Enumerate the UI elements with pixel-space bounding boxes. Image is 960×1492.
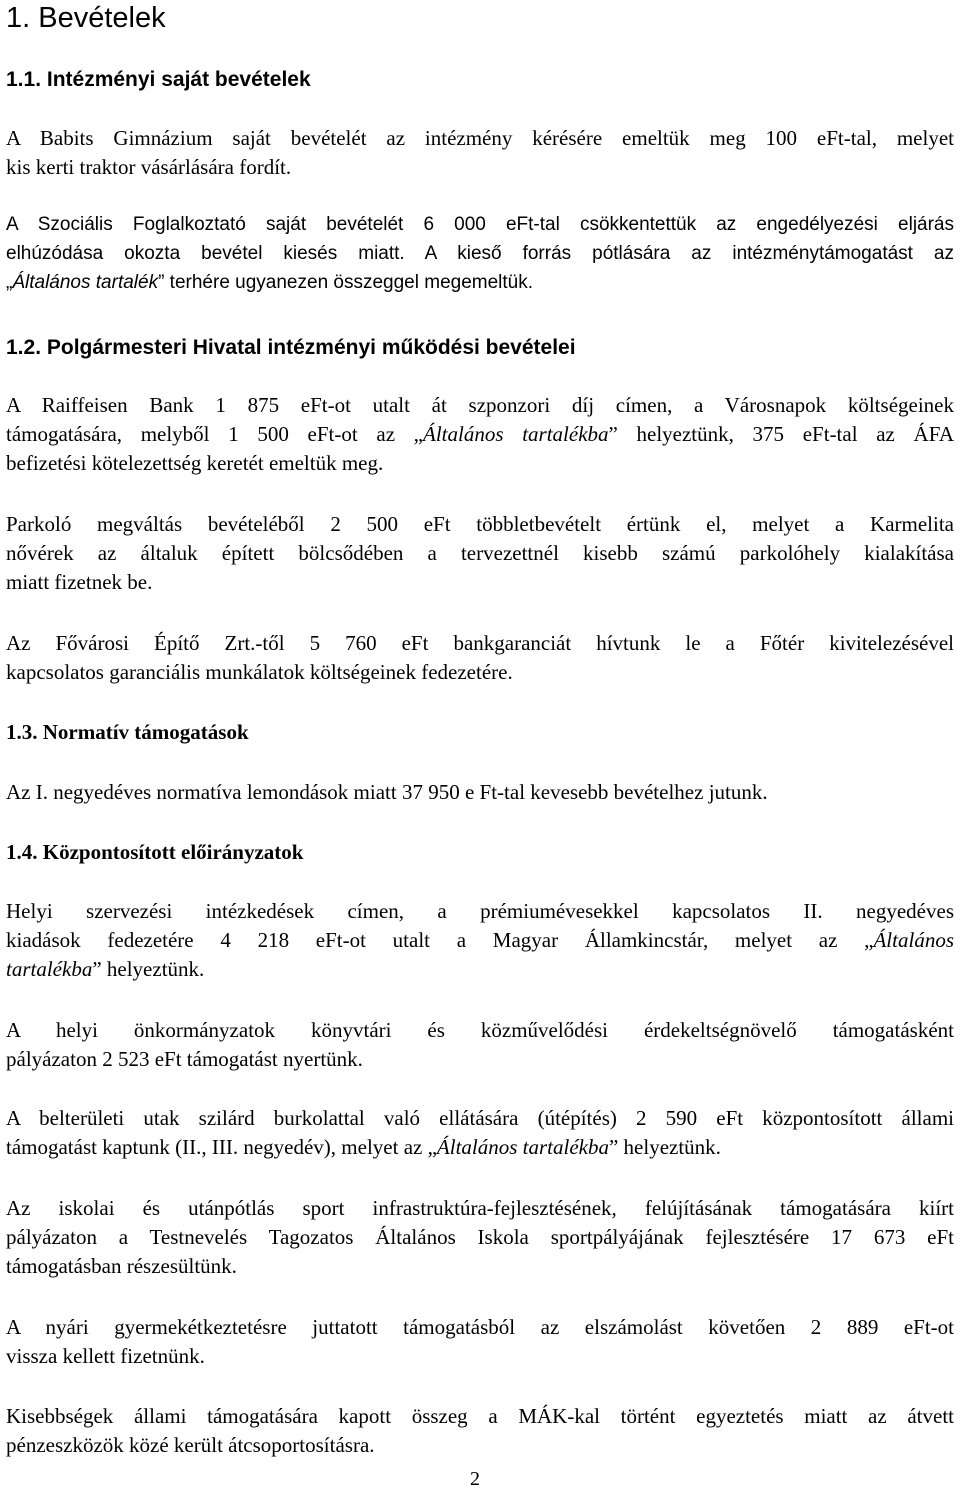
s12-p1-l2-b: ” helyeztünk, 375 eFt-tal az ÁFA [608, 422, 954, 446]
s14-p4-line-3: támogatásban részesültünk. [6, 1254, 237, 1278]
s14-p1-l2-a: kiadások fedezetére 4 218 eFt-ot utalt a Magyar Államkincstár, melyet az „ [6, 928, 874, 952]
s14-p1-line-1: Helyi szervezési intézkedések címen, a prémiumévesekkel kapcsolatos II. negyedéves [6, 899, 954, 923]
heading-bevetelek: 1. Bevételek [6, 2, 166, 34]
s14-p5-line-2: vissza kellett fizetnünk. [6, 1344, 205, 1368]
s14-p1-line-2 [6, 926, 954, 955]
s11-p2-italic: Általános tartalék [12, 272, 159, 293]
s14-p1-line-3 [6, 955, 954, 984]
s14-paragraph-2 [6, 1016, 954, 1074]
s12-p1-line-3: befizetési kötelezettség keretét emeltük meg. [6, 451, 384, 475]
section-1-4-title: 1.4. Központosított előirányzatok [6, 840, 304, 864]
s11-p1-line-1: A Babits Gimnázium saját bevételét az intézmény kérésére emeltük meg 100 eFt-tal, melyet [6, 126, 954, 150]
s12-paragraph-3 [6, 629, 954, 687]
s12-p2-line-1: Parkoló megváltás bevételéből 2 500 eFt többletbevételt értünk el, melyet a Karmelita [6, 512, 954, 536]
s14-p6-line-1: Kisebbségek állami támogatására kapott összeg a MÁK-kal történt egyeztetés miatt az átvett [6, 1404, 954, 1428]
s14-paragraph-6 [6, 1402, 954, 1460]
s12-p1-l2-a: támogatására, melyből 1 500 eFt-ot az „ [6, 422, 424, 446]
s12-p1-line-2 [6, 420, 954, 449]
s14-p1-l3-italic: tartalékba [6, 957, 93, 981]
s12-p3-line-2: kapcsolatos garanciális munkálatok költségeinek fedezetére. [6, 660, 513, 684]
s14-paragraph-3 [6, 1104, 954, 1162]
s12-paragraph-1 [6, 391, 954, 478]
s12-p1-italic: Általános tartalékba [423, 422, 609, 446]
s11-p2-quote-open: „ [6, 272, 13, 293]
s12-paragraph-2 [6, 510, 954, 597]
s14-p1-l3-b: ” helyeztünk. [92, 957, 205, 981]
page-number: 2 [470, 1468, 480, 1490]
s13-p1-line-1: Az I. negyedéves normatíva lemondások miatt 37 950 e Ft-tal kevesebb bevételhez jutunk. [6, 780, 768, 804]
s11-paragraph-1 [6, 124, 954, 182]
s14-p5-line-1: A nyári gyermekétkeztetésre juttatott támogatásból az elszámolást követően 2 889 eFt-ot [6, 1315, 954, 1339]
s14-paragraph-5 [6, 1313, 954, 1371]
s12-p2-line-2: nővérek az általuk épített bölcsődében a tervezettnél kisebb számú parkolóhely kialakítása [6, 541, 954, 565]
s14-p1-l2-italic: Általános [873, 928, 954, 952]
s14-p3-l2-b: ” helyeztünk. [608, 1135, 721, 1159]
s11-p2-line-2: elhúzódása okozta bevétel kiesés miatt. A kieső forrás pótlására az intézménytámogatást az [6, 243, 954, 264]
s12-p3-line-1: Az Fővárosi Építő Zrt.-től 5 760 eFt bankgaranciát hívtunk le a Főtér kivitelezésével [6, 631, 954, 655]
s12-p2-line-3: miatt fizetnek be. [6, 570, 153, 594]
s11-paragraph-2 [6, 210, 954, 297]
s11-p2-line-3 [6, 268, 954, 297]
s14-p6-line-2: pénzeszközök közé került átcsoportosításra. [6, 1433, 375, 1457]
s14-paragraph-4 [6, 1194, 954, 1281]
s13-paragraph-1 [6, 778, 954, 807]
section-1-2-title: 1.2. Polgármesteri Hivatal intézményi működési bevételei [6, 336, 576, 359]
s14-p3-l2-a: támogatást kaptunk (II., III. negyedév), melyet az „ [6, 1135, 437, 1159]
s14-p3-italic: Általános tartalékba [436, 1135, 609, 1159]
s14-p3-line-2 [6, 1133, 954, 1162]
s14-p2-line-2: pályázaton 2 523 eFt támogatást nyertünk. [6, 1047, 363, 1071]
s11-p2-line-1: A Szociális Foglalkoztató saját bevételét 6 000 eFt-tal csökkentettük az engedélyezési eljárás [6, 214, 954, 235]
s12-p1-line-1: A Raiffeisen Bank 1 875 eFt-ot utalt át szponzori díj címen, a Városnapok költségeinek [6, 393, 954, 417]
section-1-3-title: 1.3. Normatív támogatások [6, 720, 249, 744]
s14-p4-line-2: pályázaton a Testnevelés Tagozatos Általános Iskola sportpályájának fejlesztésére 17 673 eFt [6, 1225, 954, 1249]
s14-p2-line-1: A helyi önkormányzatok könyvtári és közművelődési érdekeltségnövelő támogatásként [6, 1018, 954, 1042]
s14-p3-line-1: A belterületi utak szilárd burkolattal való ellátására (útépítés) 2 590 eFt központosított állami [6, 1106, 954, 1130]
section-1-1-title: 1.1. Intézményi saját bevételek [6, 68, 311, 91]
s11-p1-line-2: kis kerti traktor vásárlására fordít. [6, 155, 292, 179]
s14-paragraph-1 [6, 897, 954, 984]
s14-p4-line-1: Az iskolai és utánpótlás sport infrastruktúra-fejlesztésének, felújításának támogatására kiírt [6, 1196, 954, 1220]
s11-p2-rest: ” terhére ugyanezen összeggel megemeltük. [158, 272, 534, 293]
